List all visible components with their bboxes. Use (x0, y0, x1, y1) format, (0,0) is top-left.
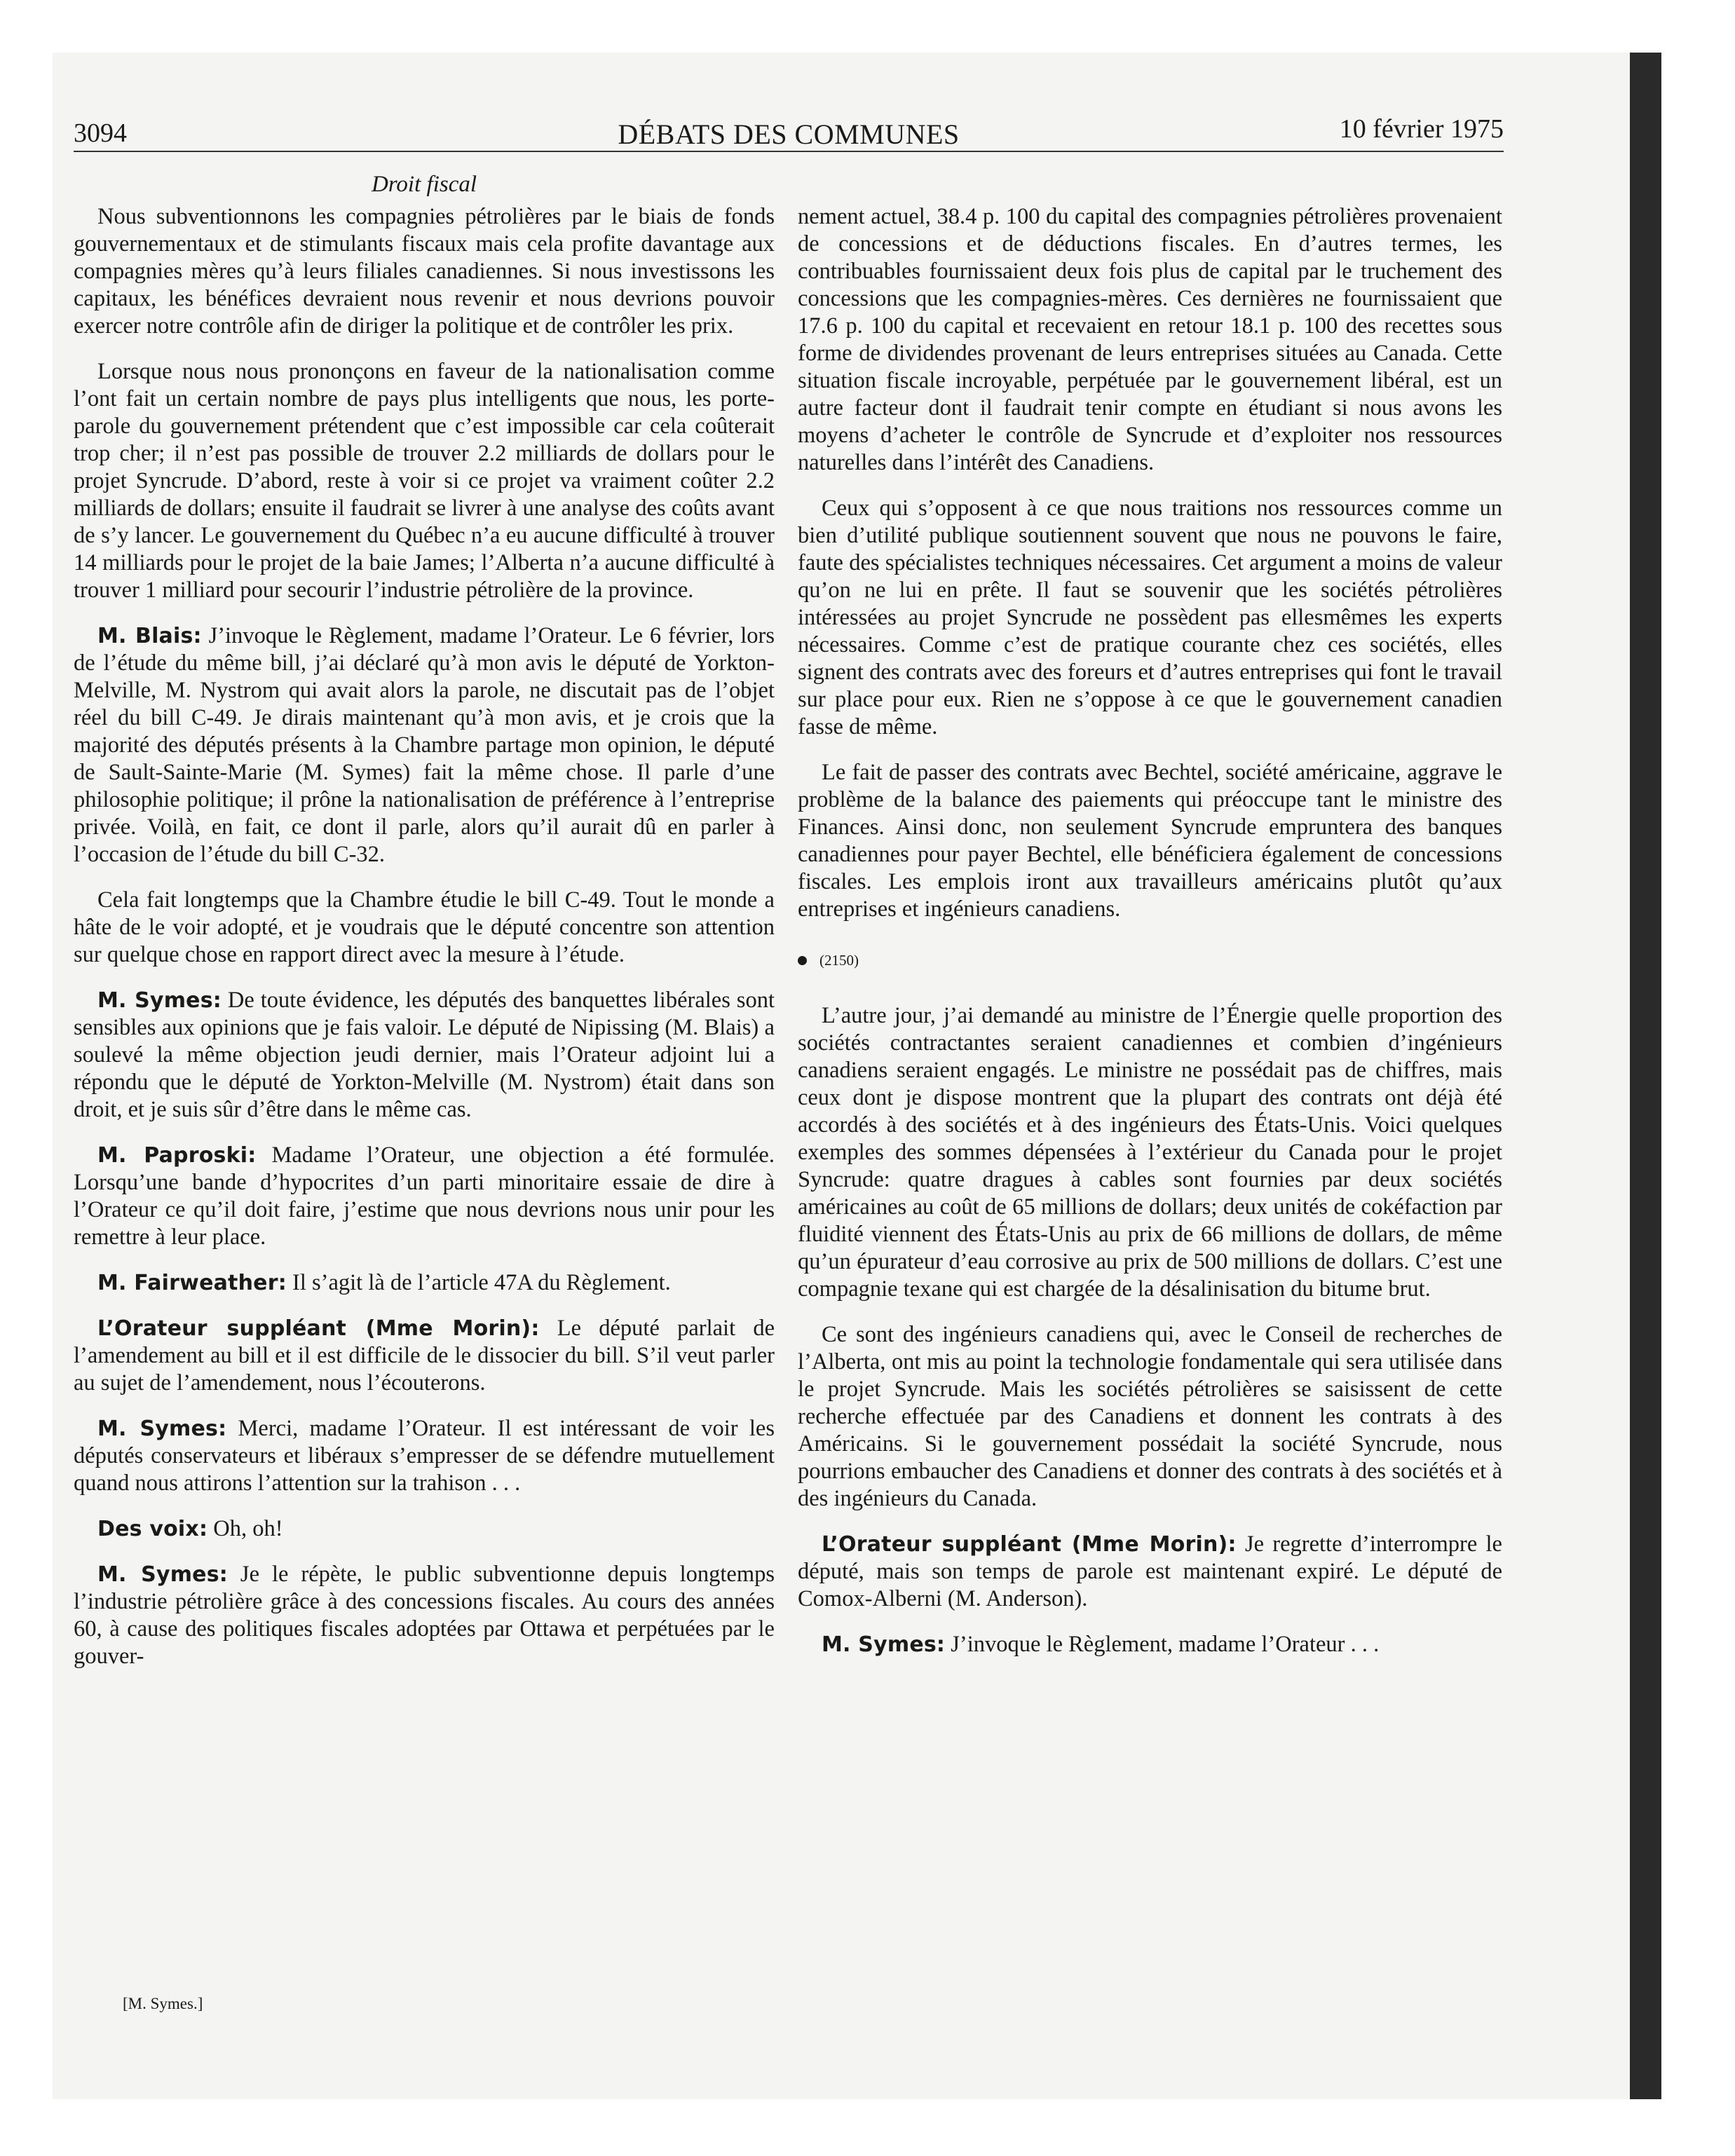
paragraph: Le fait de passer des contrats avec Bechtel, société américaine, aggrave le problème de la balance des paiements qui préoccupe tant le ministre des Finances. Ainsi donc, non seulement Syncrude empruntera des banques canadiennes pour payer Bechtel, elle bénéficiera également de concessions fiscales. Les emplois iront aux travailleurs américains plutôt qu’aux entreprises et ingénieurs canadiens. (798, 760, 1502, 922)
speech-paragraph (74, 1315, 775, 1397)
speech-text: Il s’agit là de l’article 47A du Règlement. (286, 1270, 671, 1295)
speaker-footer-tag: [M. Symes.] (123, 1995, 203, 2012)
paragraph: L’autre jour, j’ai demandé au ministre de l’Énergie quelle proportion des sociétés contractantes seraient canadiennes et combien d’ingénieurs canadiens seraient engagés. Le ministre ne possédait pas de chiffres, mais ceux dont je dispose montrent que la plupart des contrats ont déjà été accordés à des sociétés et à des ingénieurs des États-Unis. Voici quelques exemples des sommes dépensées à l’extérieur du Canada pour le projet Syncrude: quatre dragues à cables sont fournies par deux sociétés américaines au coût de 65 millions de dollars; deux unités de cokéfaction par fluidité viennent des États-Unis au prix de 66 millions de dollars, de même qu’un épurateur d’eau corrosive au prix de 500 millions de dollars. C’est une compagnie texane qui est chargée de la désalinisation du bitume brut. (798, 1003, 1502, 1302)
left-column (74, 203, 775, 1688)
speech-paragraph (74, 987, 775, 1124)
paragraph-continuation: nement actuel, 38.4 p. 100 du capital des compagnies pétrolières provenaient de concessions et de déductions fiscales. En d’autres termes, les contribuables fournissaient deux fois plus de capital par le truchement des concessions que les compagnies-mères. Ces dernières ne fournissaient que 17.6 p. 100 du capital et recevaient en retour 18.1 p. 100 des recettes sous forme de dividendes provenant de leurs entreprises situées au Canada. Cette situation fiscale incroyable, perpétuée par le gouvernement libéral, est un autre facteur dont il faudrait tenir compte en étudiant si nous avons les moyens d’acheter le contrôle de Syncrude et d’exploiter nos ressources naturelles dans l’intérêt des Canadiens. (798, 204, 1502, 475)
speaker-name: M. Symes: (822, 1632, 946, 1657)
speech-paragraph (74, 1415, 775, 1497)
page-number: 3094 (74, 118, 127, 148)
speaker-name: M. Symes: (97, 1417, 227, 1441)
speech-paragraph (74, 1515, 775, 1543)
speaker-name: L’Orateur suppléant (Mme Morin): (822, 1532, 1237, 1557)
paragraph: Ceux qui s’opposent à ce que nous traitions nos ressources comme un bien d’utilité publique soutiennent souvent que nous ne pouvons le faire, faute des spécialistes techniques nécessaires. Cet argument a moins de valeur qu’on ne lui en prête. Il faut se souvenir que les sociétés pétrolières intéressées au projet Syncrude ne possèdent pas ellesmêmes les experts nécessaires. Comme c’est de pratique courante chez ces sociétés, elles signent des contrats avec des foreurs et d’autres entreprises qui font le travail sur place pour eux. Rien ne s’oppose à ce que le gouvernement canadien fasse de même. (798, 496, 1502, 739)
speaker-name: M. Paproski: (97, 1143, 257, 1168)
bullet-icon (798, 956, 807, 965)
time-marker (798, 947, 1502, 974)
speech-paragraph (798, 1531, 1502, 1613)
speaker-name: Des voix: (97, 1517, 208, 1541)
paragraph: Nous subventionnons les compagnies pétrolières par le biais de fonds gouvernementaux et de stimulants fiscaux mais cela profite davantage aux compagnies mères qu’à leurs filiales canadiennes. Si nous investissons les capitaux, les bénéfices devraient nous revenir et nous devrions pouvoir exercer notre contrôle afin de diriger la politique et de contrôler les prix. (74, 204, 775, 339)
speech-text: J’invoque le Règlement, madame l’Orateur. Le 6 février, lors de l’étude du même bill, j’ai déclaré qu’à mon avis le député de Yorkton-Melville, M. Nystrom qui avait alors la parole, ne discutait pas de l’objet réel du bill C-49. Je dirais maintenant qu’à mon avis, et je crois que la majorité des députés présents à la Chambre partage mon opinion, le député de Sault-Sainte-Marie (M. Symes) fait la même chose. Il parle d’une philosophie politique; il prône la nationalisation de préférence à l’entreprise privée. Voilà, en fait, ce dont il parle, alors qu’il aurait dû en parler à l’occasion de l’étude du bill C-32. (74, 623, 775, 867)
scan-binding-edge (1630, 53, 1661, 2099)
header-date: 10 février 1975 (1339, 114, 1504, 144)
right-column (798, 203, 1502, 1677)
speech-paragraph (74, 1142, 775, 1251)
speech-paragraph (798, 1631, 1502, 1658)
header-rule (74, 151, 1504, 152)
paragraph: Ce sont des ingénieurs canadiens qui, avec le Conseil de recherches de l’Alberta, ont mis au point la technologie fondamentale qui sera utilisée dans le projet Syncrude. Mais les sociétés pétrolières se saisissent de cette recherche effectuée par des Canadiens et donnent les contrats à des Américains. Si le gouvernement possédait la société Syncrude, nous pourrions embaucher des Canadiens et donner des contrats à des sociétés et à des ingénieurs du Canada. (798, 1322, 1502, 1511)
speech-text: Je le répète, le public subventionne depuis longtemps l’industrie pétrolière grâce à des concessions fiscales. Au cours des années 60, à cause des politiques fiscales adoptées par Ottawa et perpétuées par le gouver- (74, 1562, 775, 1669)
speech-text: J’invoque le Règlement, madame l’Orateur . . . (945, 1632, 1380, 1657)
speech-paragraph (74, 622, 775, 868)
speaker-name: M. Fairweather: (97, 1271, 287, 1295)
speaker-name: M. Symes: (97, 988, 222, 1013)
speaker-name: M. Symes: (97, 1562, 228, 1587)
speech-text: Oh, oh! (207, 1516, 283, 1541)
running-head (74, 112, 1504, 154)
speech-text: Le député parlait de l’amendement au bill et il est difficile de le dissocier du bill. S’il veut parler au sujet de l’amendement, nous l’écouterons. (74, 1316, 775, 1396)
speech-text: Je regrette d’interrompre le député, mais son temps de parole est maintenant expiré. Le député de Comox-Alberni (M. Anderson). (798, 1531, 1502, 1611)
paragraph: Cela fait longtemps que la Chambre étudie le bill C-49. Tout le monde a hâte de le voir adopté, et je voudrais que le député concentre son attention sur quelque chose en rapport direct avec la mesure à l’étude. (74, 887, 775, 967)
time-mark-label: (2150) (819, 952, 859, 969)
paragraph: Lorsque nous nous prononçons en faveur de la nationalisation comme l’ont fait un certain nombre de pays plus intelligents que nous, les porte-parole du gouvernement prétendent que c’est impossible car cela coûterait trop cher; il n’est pas possible de trouver 2.2 milliards de dollars pour le projet Syncrude. D’abord, reste à voir si ce projet va vraiment coûter 2.2 milliards de dollars; ensuite il faudrait se livrer à une analyse des coûts avant de s’y lancer. Le gouvernement du Québec n’a eu aucune difficulté à trouver 14 milliards pour le projet de la baie James; l’Alberta n’a aucune difficulté à trouver 1 milliard pour secourir l’industrie pétrolière de la province. (74, 359, 775, 603)
journal-title: DÉBATS DES COMMUNES (618, 118, 960, 150)
speech-text: Merci, madame l’Orateur. Il est intéressant de voir les députés conservateurs et libéraux s’empresser de se défendre mutuellement quand nous attirons l’attention sur la trahison . . . (74, 1416, 775, 1496)
speaker-name: L’Orateur suppléant (Mme Morin): (97, 1316, 540, 1341)
speech-text: Madame l’Orateur, une objection a été formulée. Lorsqu’une bande d’hypocrites d’un parti minoritaire essaie de dire à l’Orateur ce qu’il doit faire, j’estime que nous devrions nous unir pour les remettre à leur place. (74, 1142, 775, 1250)
speech-text: De toute évidence, les députés des banquettes libérales sont sensibles aux opinions que je fais valoir. Le député de Nipissing (M. Blais) a soulevé la même objection jeudi dernier, mais l’Orateur adjoint lui a répondu que le député de Yorkton-Melville (M. Nystrom) était dans son droit, et je suis sûr d’être dans le même cas. (74, 988, 775, 1122)
section-title: Droit fiscal (371, 172, 477, 197)
speech-paragraph (74, 1269, 775, 1297)
speaker-name: M. Blais: (97, 624, 202, 648)
speech-paragraph (74, 1561, 775, 1670)
